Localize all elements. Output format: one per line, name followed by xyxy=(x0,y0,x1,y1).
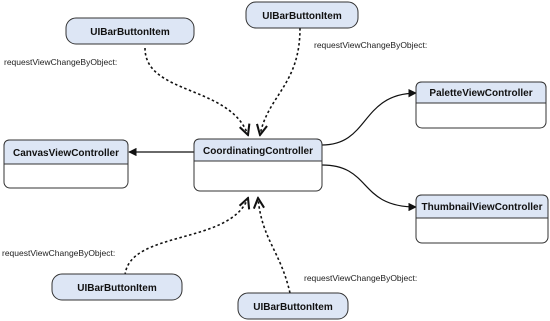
edge-label-bottom-left: requestViewChangeByObject: xyxy=(2,248,116,258)
edge-label-top-right: requestViewChangeByObject: xyxy=(314,40,428,50)
palette-view-controller-node xyxy=(416,82,546,128)
bar-button-item-top-left-node xyxy=(66,18,194,44)
coordinating-controller-title: CoordinatingController xyxy=(203,146,313,157)
thumbnail-view-controller-node xyxy=(416,195,548,243)
bar-button-item-bottom-right-node xyxy=(238,293,348,319)
bar-button-item-top-right-node xyxy=(246,2,358,28)
edge-bottom-right xyxy=(258,198,290,293)
bar-button-item-bottom-right-title: UIBarButtonItem xyxy=(253,302,333,313)
palette-view-controller-title: PaletteViewController xyxy=(429,88,533,99)
edge-label-bottom-right: requestViewChangeByObject: xyxy=(304,273,418,283)
thumbnail-view-controller-title: ThumbnailViewController xyxy=(421,202,543,213)
bar-button-item-bottom-left-node xyxy=(52,274,182,300)
canvas-view-controller-node xyxy=(4,140,128,188)
edge-to-thumbnail xyxy=(322,165,416,207)
edge-label-top-left: requestViewChangeByObject: xyxy=(4,57,118,67)
bar-button-item-top-left-title: UIBarButtonItem xyxy=(90,27,170,38)
edge-to-palette xyxy=(322,93,416,145)
edge-bottom-left xyxy=(125,198,248,275)
coordinating-controller-node xyxy=(194,139,322,191)
bar-button-item-bottom-left-title: UIBarButtonItem xyxy=(77,283,157,294)
edge-top-right xyxy=(260,28,300,135)
edge-top-left xyxy=(145,48,248,135)
canvas-view-controller-title: CanvasViewController xyxy=(13,148,119,159)
bar-button-item-top-right-title: UIBarButtonItem xyxy=(262,11,342,22)
